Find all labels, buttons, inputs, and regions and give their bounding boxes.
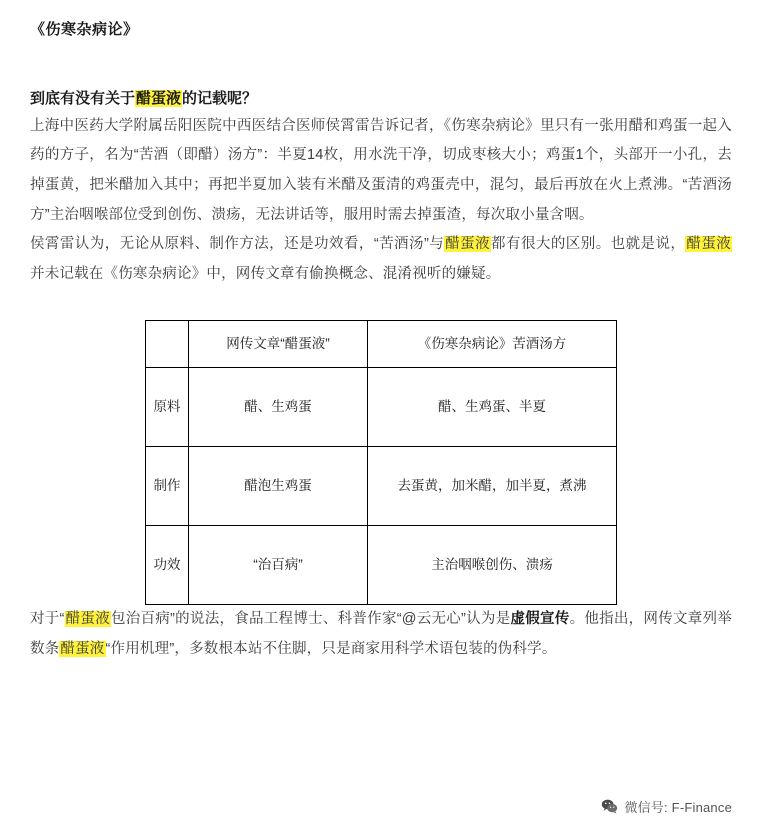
- table-cell-a: 醋、生鸡蛋: [189, 367, 368, 446]
- paragraph-3-part1: 对于“: [30, 610, 65, 627]
- section-heading-highlight: 醋蛋液: [136, 90, 182, 107]
- table-row: [146, 525, 617, 604]
- paragraph-2-highlight-2: 醋蛋液: [686, 236, 731, 253]
- table-header-col-a: 网传文章“醋蛋液”: [189, 320, 368, 367]
- paragraph-3-part2: 包治百病”的说法，食品工程博士、科普作家“@云无心”认为是: [110, 610, 511, 627]
- paragraph-3-part3: 。他指出，网传文章列举数条: [30, 610, 732, 657]
- paragraph-3-highlight-2: 醋蛋液: [60, 640, 105, 657]
- footer-wechat-id: 微信号: F-Finance: [624, 800, 732, 815]
- table-row-label: 制作: [146, 446, 189, 525]
- table-header-blank: [146, 320, 189, 367]
- paragraph-1: 上海中医药大学附属岳阳医院中西医结合医师侯霄雷告诉记者，《伤寒杂病论》里只有一张用醋和鸡蛋一起入药的方子，名为“苦酒（即醋）汤方”：半夏14枚，用水洗干净，切成枣核大小；鸡蛋1个，头部开一小孔，去掉蛋黄，把米醋加入其中；再把半夏加入装有米醋及蛋清的鸡蛋壳中，混匀，最后再放在火上煮沸。“苦酒汤方”主治咽喉部位受到创伤、溃疡，无法讲话等，服用时需去掉蛋渣，每次取小量含咽。: [30, 117, 732, 223]
- table-row: [146, 367, 617, 446]
- table-cell-a: “治百病”: [189, 525, 368, 604]
- table-cell-b: 主治咽喉创伤、溃疡: [368, 525, 617, 604]
- paragraph-3-part4: “作用机理”，多数根本站不住脚，只是商家用科学术语包装的伪科学。: [105, 640, 557, 657]
- paragraph-2-part3: 并未记载在《伤寒杂病论》中，网传文章有偷换概念、混淆视听的嫌疑。: [30, 266, 501, 283]
- table-row-label: 功效: [146, 525, 189, 604]
- paragraph-2-part1: 侯霄雷认为，无论从原料、制作方法，还是功效看，“苦酒汤”与: [30, 236, 445, 253]
- comparison-table: [145, 320, 617, 605]
- footer: [601, 797, 732, 816]
- paragraph-2: [30, 230, 732, 289]
- wechat-icon: [601, 798, 618, 815]
- paragraph-3-highlight-1: 醋蛋液: [65, 610, 110, 627]
- paragraph-3: [30, 605, 732, 664]
- paragraph-2-highlight-1: 醋蛋液: [445, 236, 491, 253]
- section-heading-prefix: 到底有没有关于: [30, 90, 136, 107]
- paragraph-2-part2: 都有很大的区别。也就是说，: [491, 236, 686, 253]
- book-title: 《伤寒杂病论》: [30, 21, 139, 38]
- table-header-col-b: 《伤寒杂病论》苦酒汤方: [368, 320, 617, 367]
- table-cell-b: 去蛋黄，加米醋，加半夏，煮沸: [368, 446, 617, 525]
- table-cell-a: 醋泡生鸡蛋: [189, 446, 368, 525]
- table-row-label: 原料: [146, 367, 189, 446]
- table-cell-b: 醋、生鸡蛋、半夏: [368, 367, 617, 446]
- section-heading: [30, 86, 732, 112]
- table-header-row: [146, 320, 617, 367]
- section-heading-suffix: 的记载呢？: [182, 90, 258, 107]
- paragraph-3-bold: 虚假宣传: [510, 610, 570, 627]
- table-row: [146, 446, 617, 525]
